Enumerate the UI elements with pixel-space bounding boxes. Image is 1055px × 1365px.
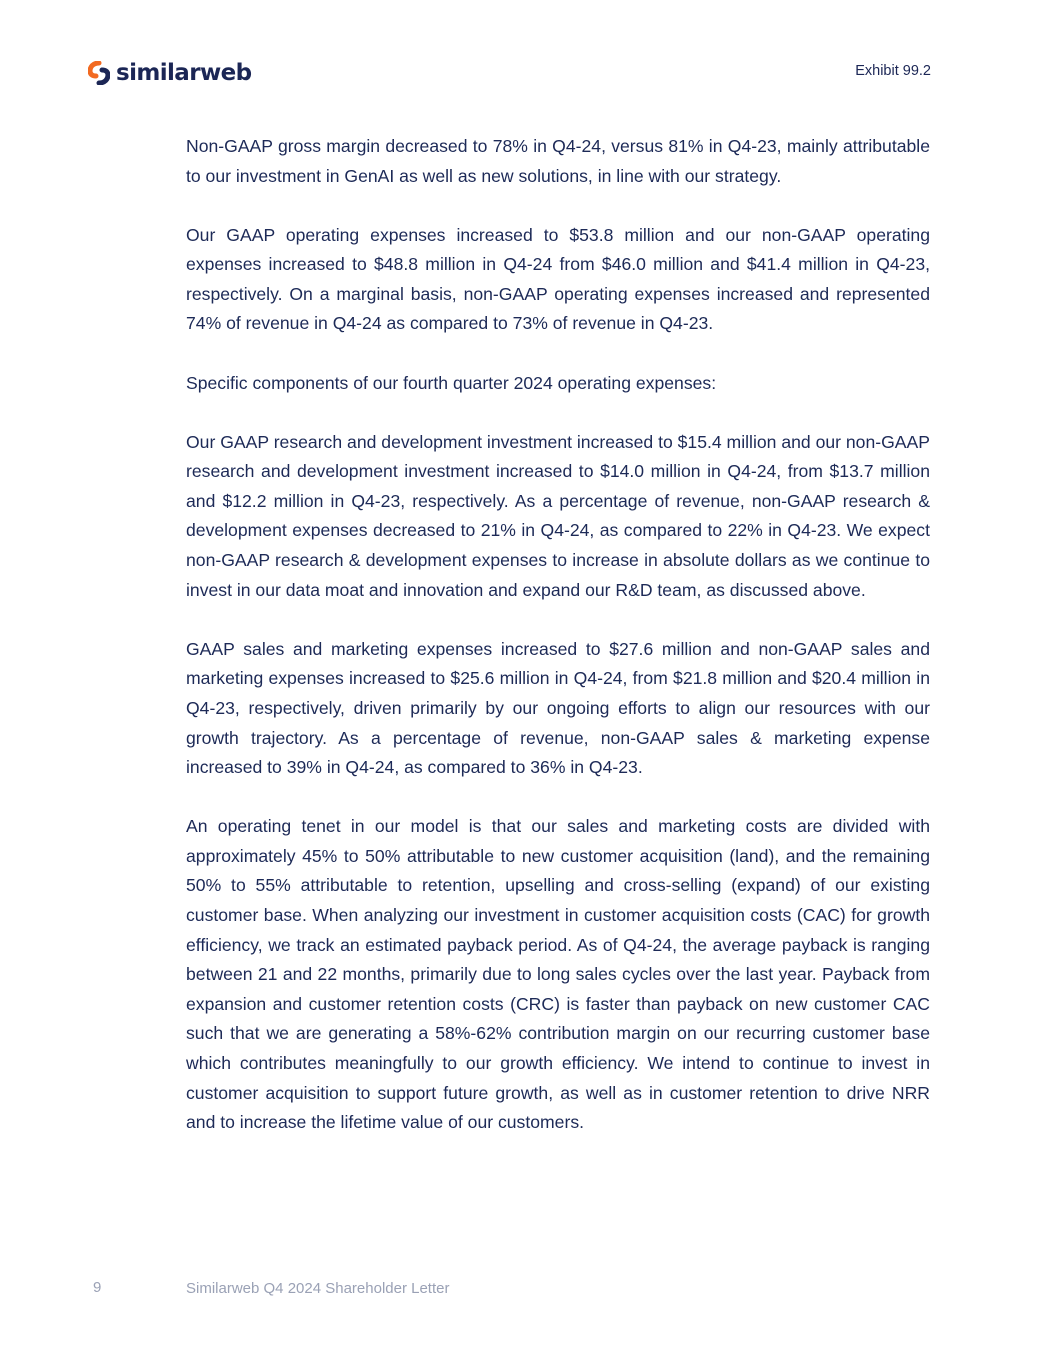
page-number: 9 — [93, 1279, 102, 1296]
document-body — [186, 132, 930, 1167]
paragraph-components-intro: Specific components of our fourth quarter 2024 operating expenses: — [186, 372, 717, 393]
paragraph-gross-margin: Non-GAAP gross margin decreased to 78% in Q4-24, versus 81% in Q4-23, mainly attributable to our investment in GenAI as well as new solutions, in line with our strategy. — [186, 136, 930, 186]
footer-document-title: Similarweb Q4 2024 Shareholder Letter — [186, 1280, 450, 1297]
paragraph-research-development: Our GAAP research and development investment increased to $15.4 million and our non-GAAP research and development investment increased to $14.0 million in Q4-24, from $13.7 million and $12.2 million in Q4-23, respectively. As a percentage of revenue, non-GAAP research & development expenses decreased to 21% in Q4-24, as compared to 22% in Q4-23. We expect non-GAAP research & development expenses to increase in absolute dollars as we continue to invest in our data moat and innovation and expand our R&D team, as discussed above. — [186, 431, 930, 600]
similarweb-logo-icon — [88, 61, 110, 85]
exhibit-label: Exhibit 99.2 — [855, 63, 931, 79]
paragraph-sales-marketing: GAAP sales and marketing expenses increased to $27.6 million and non-GAAP sales and marketing expenses increased to $25.6 million in Q4-24, from $21.8 million and $20.4 million in Q4-23, respectively, driven primarily by our ongoing efforts to align our resources with our growth trajectory. As a percentage of revenue, non-GAAP sales & marketing expense increased to 39% in Q4-24, as compared to 36% in Q4-23. — [186, 638, 930, 778]
page-header — [0, 0, 1055, 110]
similarweb-logo — [88, 58, 251, 88]
paragraph-operating-expenses: Our GAAP operating expenses increased to $53.8 million and our non-GAAP operating expenses increased to $48.8 million in Q4-24 from $46.0 million and $41.4 million in Q4-23, respectively. On a marginal basis, non-GAAP operating expenses increased and represented 74% of revenue in Q4-24 as compared to 73% of revenue in Q4-23. — [186, 224, 930, 334]
paragraph-operating-tenet: An operating tenet in our model is that our sales and marketing costs are divided with approximately 45% to 50% attributable to new customer acquisition (land), and the remaining 50% to 55% attributable to retention, upselling and cross-selling (expand) of our existing customer base. When analyzing our investment in customer acquisition costs (CAC) for growth efficiency, we track an estimated payback period. As of Q4-24, the average payback is ranging between 21 and 22 months, primarily due to long sales cycles over the last year. Payback from expansion and customer retention costs (CRC) is faster than payback on new customer CAC such that we are generating a 58%-62% contribution margin on our recurring customer base which contributes meaningfully to our growth efficiency. We intend to continue to invest in customer acquisition to support future growth, as well as in customer retention to drive NRR and to increase the lifetime value of our customers. — [186, 816, 930, 1133]
logo-text: similarweb — [116, 60, 252, 86]
